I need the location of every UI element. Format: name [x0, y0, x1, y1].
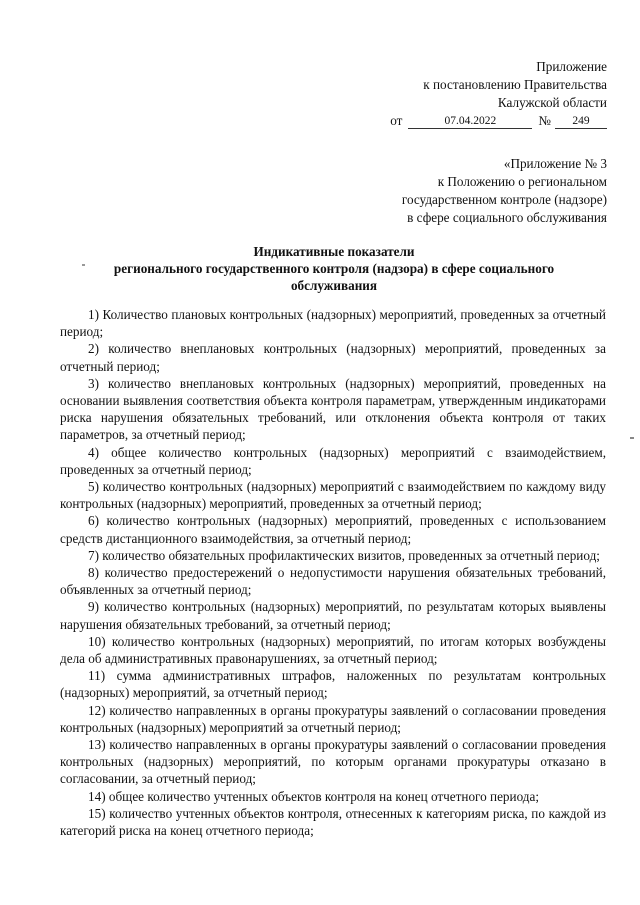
annex-line-2: к Положению о региональном [437, 174, 607, 189]
list-item: 1) Количество плановых контрольных (надзорных) мероприятий, проведенных за отчетный период; [60, 307, 606, 340]
region-name: Калужской области [497, 95, 607, 110]
annex-reference [307, 155, 607, 227]
list-item: 13) количество направленных в органы прокуратуры заявлений о согласовании проведения контрольных (надзорных) мероприятий, по которым органами прокуратуры отказано в согласовании, за отчетный период; [60, 737, 606, 787]
scan-mark [630, 437, 634, 439]
list-item: 6) количество контрольных (надзорных) мероприятий, проведенных с использованием средств дистанционного взаимодействия, за отчетный период; [60, 513, 606, 546]
annex-line-4: в сфере социального обслуживания [407, 210, 607, 225]
indicator-list [60, 306, 606, 839]
list-item: 5) количество контрольных (надзорных) мероприятий с взаимодействием по каждому виду контрольных (надзорных) мероприятий, проведенных за отчетный период; [60, 479, 606, 512]
list-item: 3) количество внеплановых контрольных (надзорных) мероприятий, проведенных на основании выявления соответствия объекта контроля параметрам, утвержденным индикаторами риска нарушения обязательных требований, или отклонения объекта контроля от таких параметров, за отчетный период; [60, 375, 606, 443]
title-line-2: регионального государственного контроля (надзора) в сфере социального [113, 261, 555, 276]
list-item: 10) количество контрольных (надзорных) мероприятий, по итогам которых возбуждены дела об административных правонарушениях, за отчетный период; [60, 633, 606, 667]
list-item: 2) количество внеплановых контрольных (надзорных) мероприятий, проведенных за отчетный период; [60, 341, 606, 374]
list-item: 15) количество учтенных объектов контроля, отнесенных к категориям риска, по каждой из категорий риска на конец отчетного периода; [60, 805, 606, 839]
list-item: 8) количество предостережений о недопустимости нарушения обязательных требований, объявленных за отчетный период; [60, 565, 606, 598]
appendix-label: Приложение [536, 59, 607, 74]
title-line-3: обслуживания [290, 278, 378, 293]
date-number-line [307, 112, 607, 130]
resolution-date: 07.04.2022 [408, 114, 532, 129]
from-label: от [390, 113, 403, 128]
document-title [64, 243, 604, 294]
list-item: 4) общее количество контрольных (надзорных) мероприятий с взаимодействием, проведенных за отчетный период; [60, 444, 606, 477]
list-item: 14) общее количество учтенных объектов контроля на конец отчетного периода; [88, 788, 540, 804]
resolution-number: 249 [555, 114, 607, 129]
list-item: 11) сумма административных штрафов, наложенных по результатам контрольных (надзорных) мероприятий, за отчетный период; [60, 668, 606, 701]
list-item: 9) количество контрольных (надзорных) мероприятий, по результатам которых выявлены нарушения обязательных требований, за отчетный период; [60, 599, 606, 632]
title-line-1: Индикативные показатели [253, 244, 415, 259]
appendix-header [307, 58, 607, 130]
resolution-reference: к постановлению Правительства [423, 77, 607, 92]
scan-mark [82, 264, 85, 266]
list-item: 7) количество обязательных профилактических визитов, проведенных за отчетный период; [88, 547, 600, 563]
list-item: 12) количество направленных в органы прокуратуры заявлений о согласовании проведения контрольных (надзорных) мероприятий за отчетный период; [60, 702, 606, 735]
number-sign: № [538, 113, 551, 128]
annex-line-3: государственном контроле (надзоре) [401, 192, 607, 207]
annex-line-1: «Приложение № 3 [503, 156, 607, 171]
